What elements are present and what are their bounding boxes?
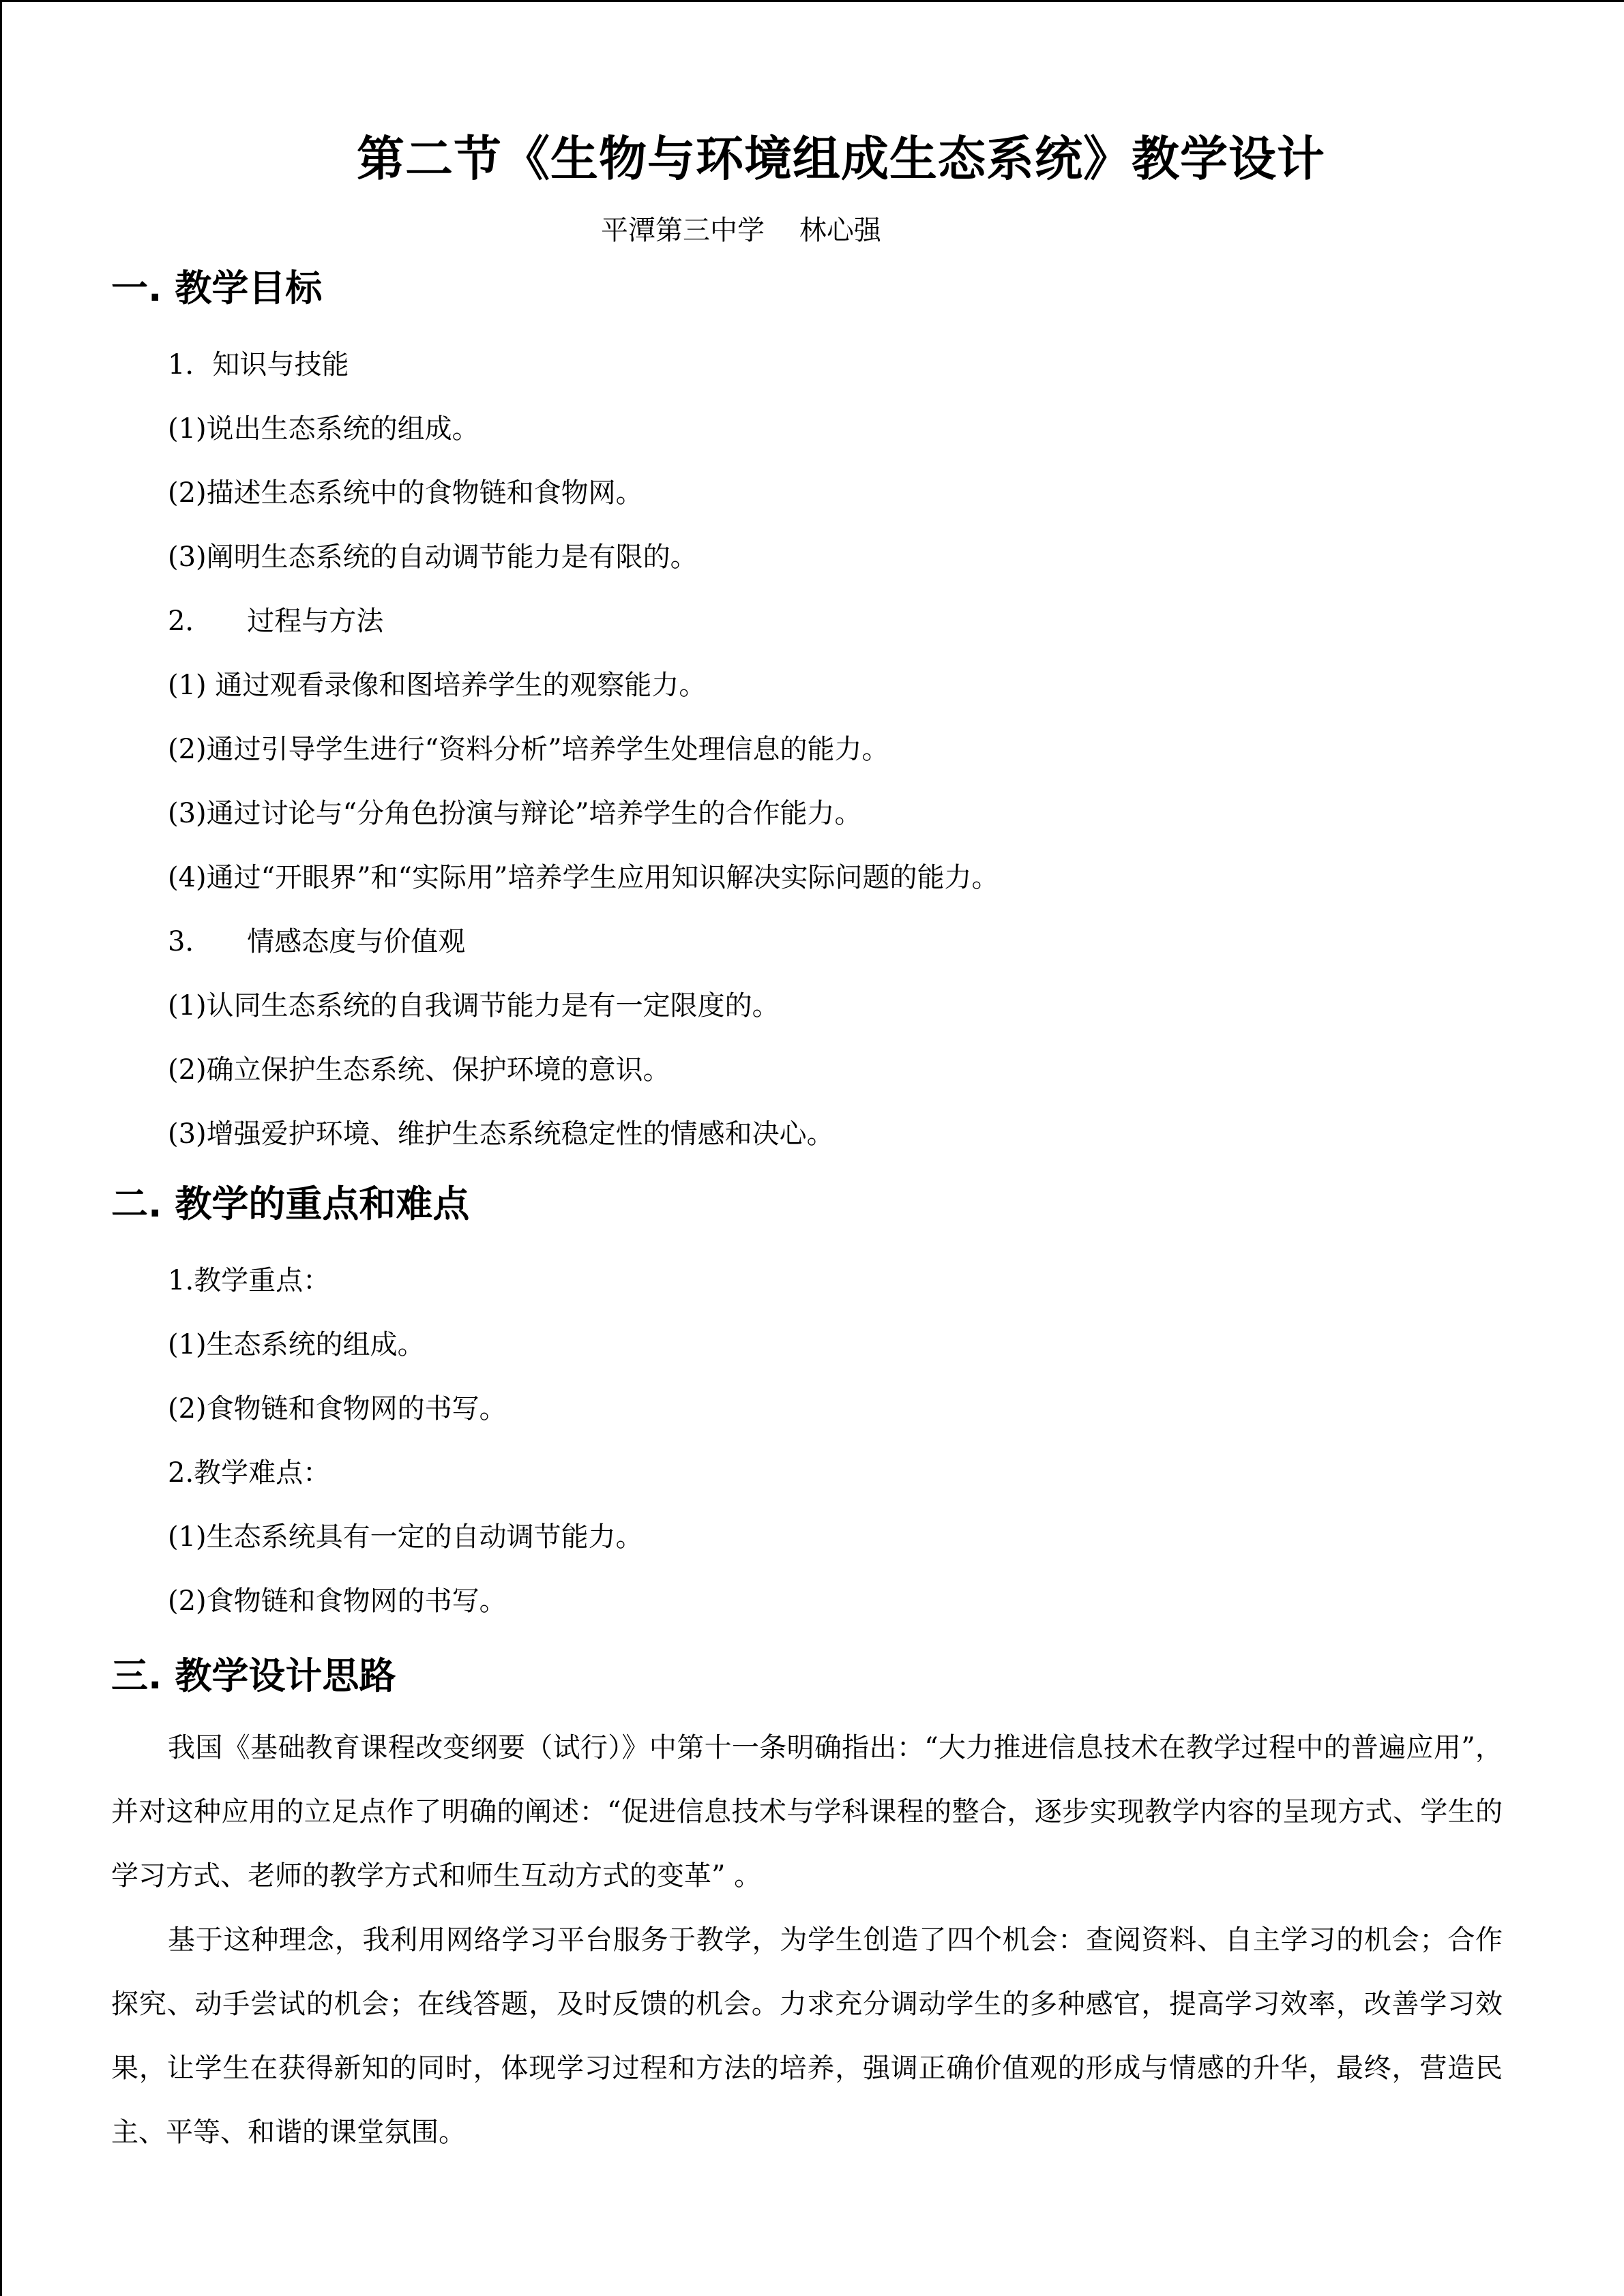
- paragraph: 我国《基础教育课程改变纲要（试行）》中第十一条明确指出：“大力推进信息技术在教学过程中的普遍应用”，并对这种应用的立足点作了明确的阐述：“促进信息技术与学科课程的整合，逐步实现教学内容的呈现方式、学生的学习方式、老师的教学方式和师生互动方式的变革” 。: [111, 1732, 1503, 1892]
- list-item: (1)生态系统具有一定的自动调节能力。: [168, 1521, 643, 1553]
- list-item: 2.教学难点：: [168, 1457, 331, 1489]
- list-item: (1)认同生态系统的自我调节能力是有一定限度的。: [168, 990, 780, 1022]
- list-item: (3)通过讨论与“分角色扮演与辩论”培养学生的合作能力。: [168, 798, 862, 829]
- list-item: (3)阐明生态系统的自动调节能力是有限的。: [168, 541, 698, 573]
- section-heading-key-points: 二. 教学的重点和难点: [111, 1182, 470, 1225]
- document-title: 第二节《生物与环境组成生态系统》教学设计: [357, 130, 1325, 187]
- list-item: 1.教学重点：: [168, 1265, 331, 1296]
- list-item: 1．知识与技能: [168, 349, 349, 381]
- list-item: (2)食物链和食物网的书写。: [168, 1585, 507, 1617]
- list-item: (1) 通过观看录像和图培养学生的观察能力。: [168, 670, 707, 701]
- list-item: (4)通过“开眼界”和“实际用”培养学生应用知识解决实际问题的能力。: [168, 862, 999, 893]
- list-item: (2)确立保护生态系统、保护环境的意识。: [168, 1054, 670, 1086]
- list-item: (2)描述生态系统中的食物链和食物网。: [168, 477, 643, 509]
- author-line: 平潭第三中学 林心强: [601, 215, 881, 246]
- list-item: (1)生态系统的组成。: [168, 1329, 425, 1360]
- list-item: 2． 过程与方法: [168, 606, 384, 637]
- list-item: (2)食物链和食物网的书写。: [168, 1393, 507, 1425]
- section-heading-objectives: 一. 教学目标: [111, 267, 323, 310]
- section-heading-design: 三. 教学设计思路: [111, 1654, 396, 1697]
- list-item: (1)说出生态系统的组成。: [168, 413, 479, 445]
- paragraph: 基于这种理念，我利用网络学习平台服务于教学，为学生创造了四个机会：查阅资料、自主学习的机会；合作探究、动手尝试的机会；在线答题，及时反馈的机会。力求充分调动学生的多种感官，提高学习效率，改善学习效果，让学生在获得新知的同时，体现学习过程和方法的培养，强调正确价值观的形成与情感的升华，最终，营造民主、平等、和谐的课堂氛围。: [111, 1924, 1503, 2148]
- list-item: (2)通过引导学生进行“资料分析”培养学生处理信息的能力。: [168, 734, 889, 765]
- list-item: (3)增强爱护环境、维护生态系统稳定性的情感和决心。: [168, 1118, 834, 1150]
- list-item: 3． 情感态度与价值观: [168, 926, 466, 957]
